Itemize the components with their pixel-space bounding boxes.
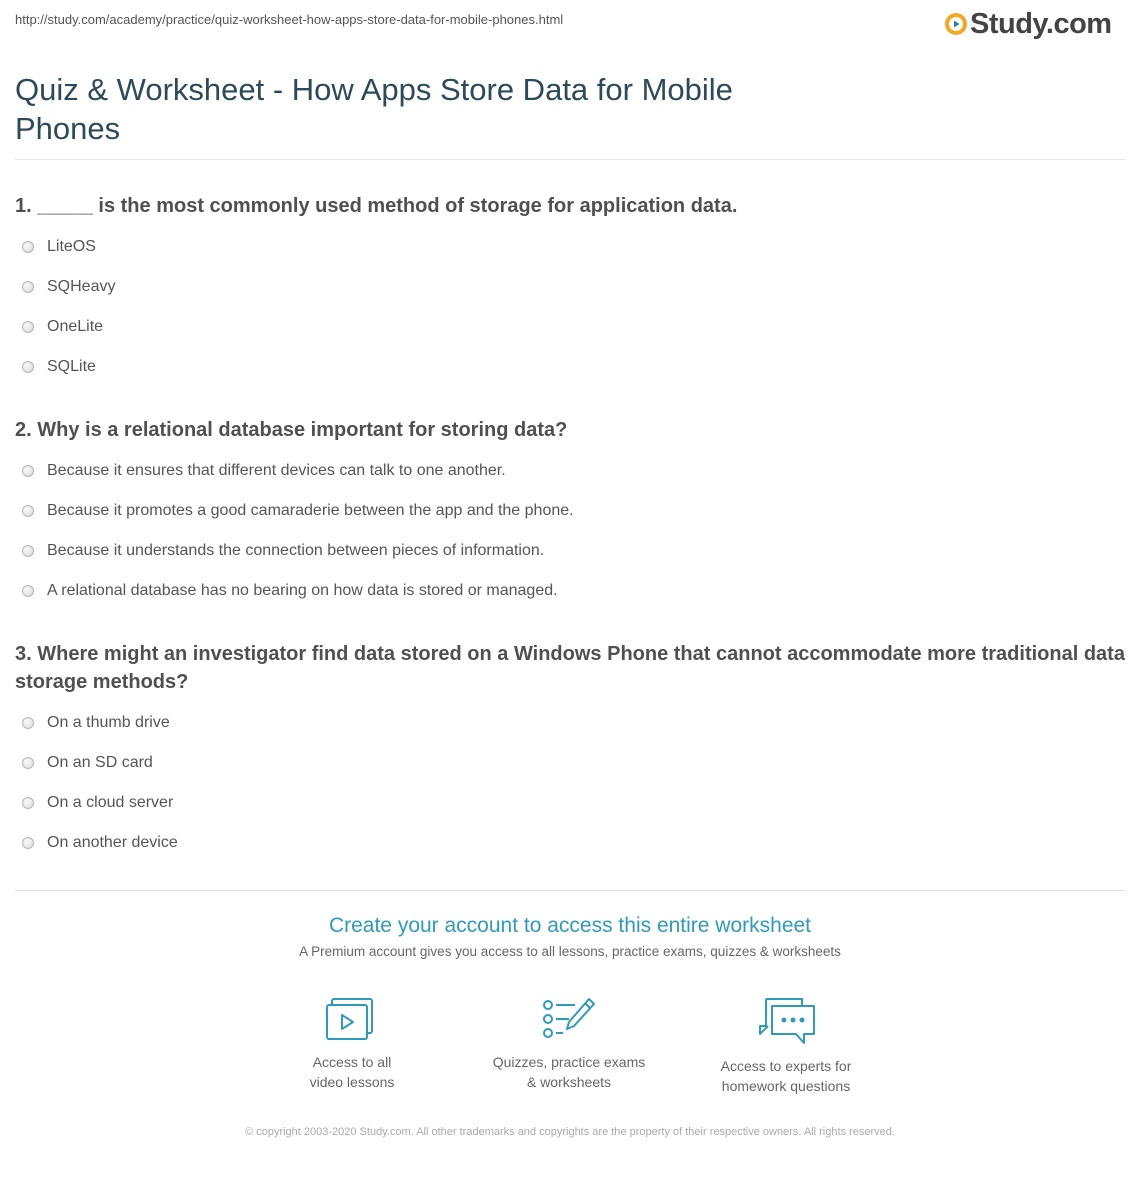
answer-option[interactable] <box>22 355 96 379</box>
answer-label: Because it ensures that different devices can talk to one another. <box>47 462 506 479</box>
radio-button[interactable] <box>22 757 34 769</box>
radio-button[interactable] <box>22 321 34 333</box>
answer-option[interactable] <box>22 459 506 483</box>
radio-button[interactable] <box>22 545 34 557</box>
answer-option[interactable] <box>22 791 173 815</box>
radio-button[interactable] <box>22 361 34 373</box>
answer-option[interactable] <box>22 315 103 339</box>
answer-option[interactable] <box>22 579 558 603</box>
section-divider <box>15 890 1125 891</box>
answer-option[interactable] <box>22 539 544 563</box>
radio-button[interactable] <box>22 797 34 809</box>
answer-label: SQHeavy <box>47 278 116 295</box>
radio-button[interactable] <box>22 717 34 729</box>
video-lessons-icon <box>325 996 379 1042</box>
quiz-checklist-icon <box>541 996 597 1042</box>
answer-label: SQLite <box>47 358 96 375</box>
page-title: Quiz & Worksheet - How Apps Store Data for Mobile Phones <box>15 72 733 146</box>
answer-label: Because it understands the connection between pieces of information. <box>47 542 545 559</box>
radio-button[interactable] <box>22 585 34 597</box>
radio-button[interactable] <box>22 281 34 293</box>
answer-option[interactable] <box>22 751 153 775</box>
page-url: http://study.com/academy/practice/quiz-worksheet-how-apps-store-data-for-mobile-phones.html <box>15 12 564 27</box>
premium-description: A Premium account gives you access to all lessons, practice exams, quizzes & worksheets <box>299 944 841 959</box>
answer-label: On another device <box>47 834 178 851</box>
feature-video-lessons <box>257 996 447 1092</box>
play-circle-icon <box>944 12 968 36</box>
chat-bubbles-icon <box>754 996 818 1046</box>
radio-button[interactable] <box>22 465 34 477</box>
logo-text: Study.com <box>970 8 1112 40</box>
feature-label-line: Access to all <box>312 1054 392 1070</box>
feature-label-line: Access to experts for <box>720 1058 852 1074</box>
feature-label-line: homework questions <box>721 1078 851 1094</box>
radio-button[interactable] <box>22 837 34 849</box>
feature-quizzes <box>474 996 664 1092</box>
study-logo[interactable] <box>944 6 1112 42</box>
answer-label: On an SD card <box>47 754 153 771</box>
answer-option[interactable] <box>22 831 178 855</box>
feature-experts <box>691 996 881 1096</box>
feature-label-line: & worksheets <box>526 1074 612 1090</box>
title-divider <box>15 159 1125 160</box>
answer-label: LiteOS <box>47 238 96 255</box>
question-2: 2. Why is a relational database important for storing data? <box>15 419 568 441</box>
feature-label-line: video lessons <box>309 1074 395 1090</box>
copyright-notice: © copyright 2003-2020 Study.com. All other trademarks and copyrights are the property of their respective owners. All rights reserved. <box>245 1126 895 1138</box>
answer-label: A relational database has no bearing on how data is stored or managed. <box>47 582 558 599</box>
answer-label: OneLite <box>47 318 104 335</box>
radio-button[interactable] <box>22 505 34 517</box>
answer-option[interactable] <box>22 711 170 735</box>
feature-label-line: Quizzes, practice exams <box>492 1054 646 1070</box>
create-account-link[interactable]: Create your account to access this entire worksheet <box>328 914 812 937</box>
answer-option[interactable] <box>22 235 96 259</box>
answer-option[interactable] <box>22 275 115 299</box>
answer-label: Because it promotes a good camaraderie between the app and the phone. <box>47 502 574 519</box>
question-3: 3. Where might an investigator find data stored on a Windows Phone that cannot accommodate more traditional data storage methods? <box>15 643 1125 693</box>
answer-option[interactable] <box>22 499 574 523</box>
question-1: 1. _____ is the most commonly used method of storage for application data. <box>15 195 738 217</box>
answer-label: On a thumb drive <box>47 714 170 731</box>
answer-label: On a cloud server <box>47 794 174 811</box>
radio-button[interactable] <box>22 241 34 253</box>
